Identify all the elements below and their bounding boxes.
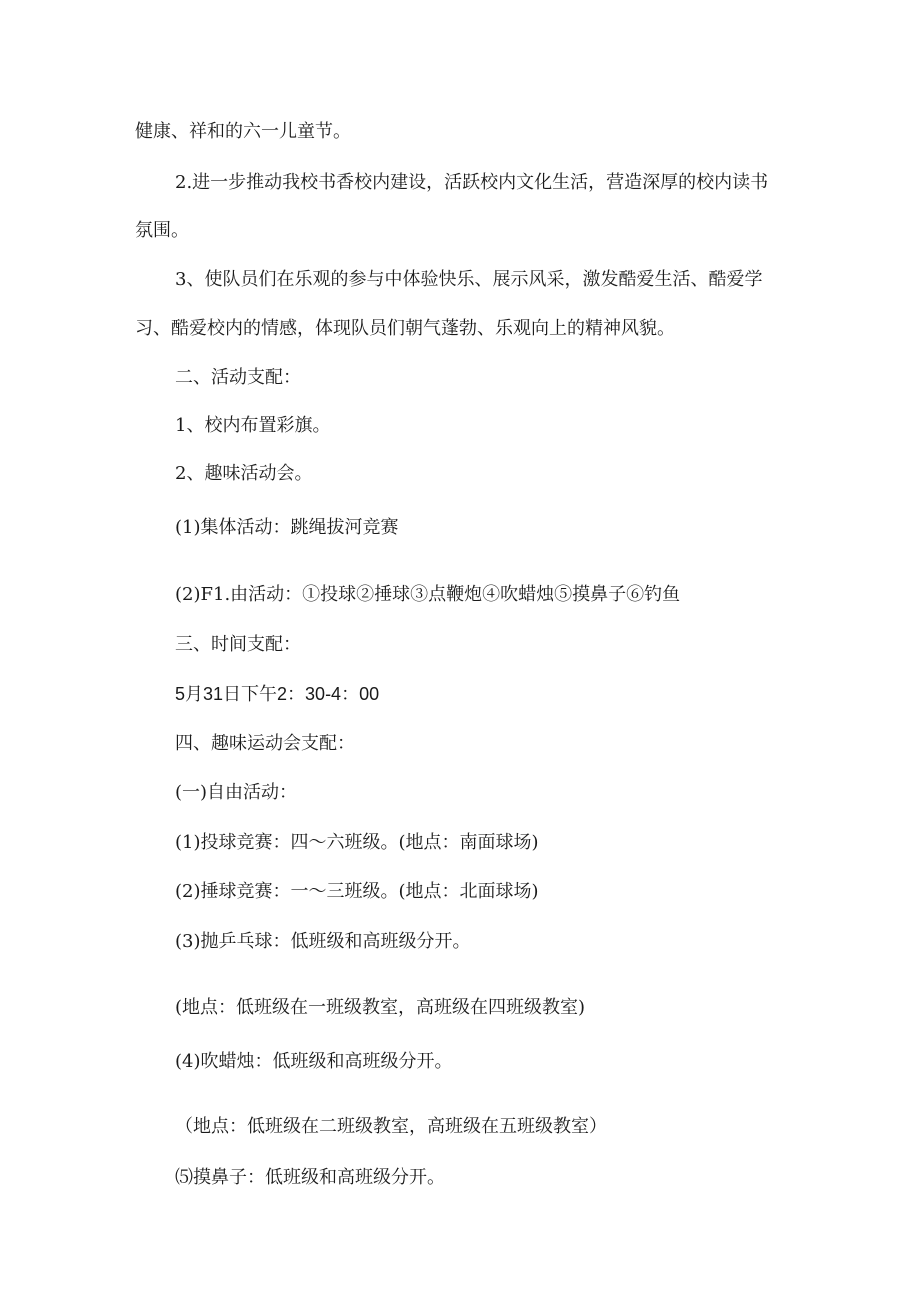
event-candle-blowing-location: （地点：低班级在二班级教室，高班级在五班级教室） — [175, 1116, 607, 1137]
event-hitting-ball: (2)捶球竞赛：一～三班级。(地点：北面球场) — [175, 881, 539, 902]
activity-item-1: 1、校内布置彩旗。 — [175, 415, 331, 436]
goal-3-line-1: 3、使队员们在乐观的参与中体验快乐、展示风采，激发酷爱生活、酷爱学 — [175, 269, 763, 290]
goal-3-line-2: 习、酷爱校内的情感，体现队员们朝气蓬勃、乐观向上的精神风貌。 — [135, 318, 675, 339]
event-ping-pong: (3)抛乒乓球：低班级和高班级分开。 — [175, 931, 471, 952]
activity-subitem-collective: (1)集体活动：跳绳拔河竞赛 — [175, 517, 399, 538]
section-heading-sports-meet: 四、趣味运动会支配： — [175, 733, 355, 754]
section-heading-time-arrangement: 三、时间支配： — [175, 634, 301, 655]
event-candle-blowing: (4)吹蜡烛：低班级和高班级分开。 — [175, 1051, 453, 1072]
activity-item-2: 2、趣味活动会。 — [175, 463, 313, 484]
event-touch-nose: ⑸摸鼻子：低班级和高班级分开。 — [175, 1167, 445, 1188]
section-heading-activity-arrangement: 二、活动支配： — [175, 367, 301, 388]
goal-2-line-2: 氛围。 — [135, 220, 189, 241]
text-line-continuation: 健康、祥和的六一儿童节。 — [135, 121, 351, 142]
schedule-time: 5月31日下午2：30-4：00 — [175, 684, 380, 704]
event-ping-pong-location: (地点：低班级在一班级教室，高班级在四班级教室) — [175, 997, 586, 1018]
activity-subitem-free: (2)F1.由活动：①投球②捶球③点鞭炮④吹蜡烛⑤摸鼻子⑥钓鱼 — [175, 584, 681, 605]
goal-2-line-1: 2.进一步推动我校书香校内建设，活跃校内文化生活，营造深厚的校内读书 — [175, 172, 769, 193]
subsection-free-activities: (一)自由活动： — [175, 782, 298, 803]
event-throwing-ball: (1)投球竞赛：四～六班级。(地点：南面球场) — [175, 832, 539, 853]
